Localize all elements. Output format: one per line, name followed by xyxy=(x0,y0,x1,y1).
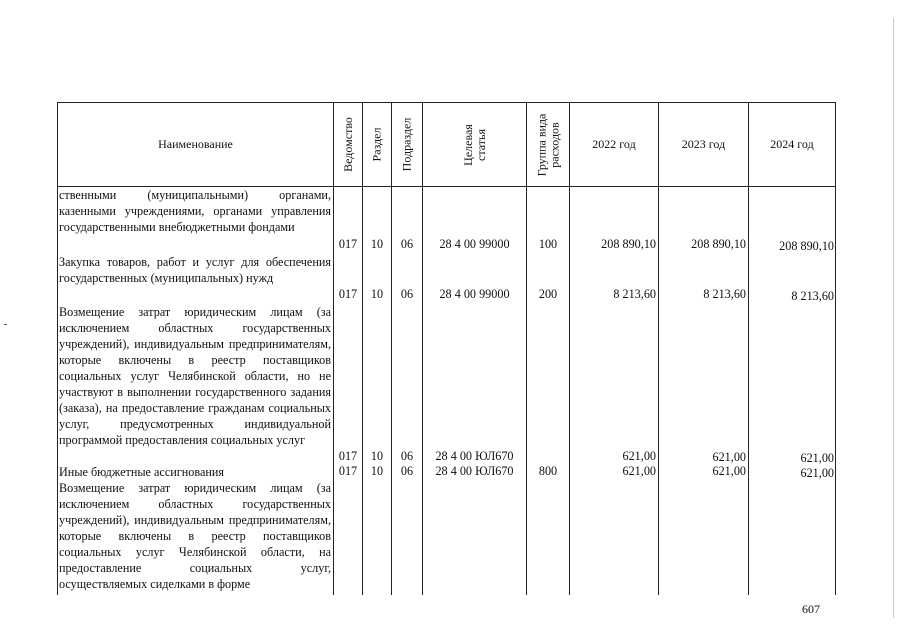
row-podrazdel: 06 xyxy=(400,464,414,478)
row-name: Закупка товаров, работ и услуг для обеспечения государственных (муниципальных) нужд xyxy=(59,255,331,285)
header-vedomstvo-label: Ведомство xyxy=(340,117,355,172)
row-2024: 621,00 xyxy=(800,466,834,480)
row-celevaya: 28 4 00 ЮЛ670 xyxy=(435,464,514,478)
row-celevaya: 28 4 00 99000 xyxy=(439,287,510,301)
row-2022: 208 890,10 xyxy=(601,237,656,251)
header-razdel-label: Раздел xyxy=(369,127,384,162)
row-razdel: 10 xyxy=(370,237,384,251)
row-podrazdel: 06 xyxy=(400,449,414,463)
table-body xyxy=(57,187,836,595)
header-2023-label: 2023 год xyxy=(681,137,726,151)
row-2022: 621,00 xyxy=(622,464,656,478)
row-celevaya: 28 4 00 ЮЛ670 xyxy=(435,449,514,463)
row-celevaya: 28 4 00 99000 xyxy=(439,237,510,251)
header-2024-label: 2024 год xyxy=(770,137,814,151)
header-gruppa-label xyxy=(535,113,561,176)
row-vedomstvo: 017 xyxy=(338,287,358,301)
row-name: ственными (муниципальными) органами, казенными учреждениями, органами управления государственными внебюджетными фондами xyxy=(59,188,331,234)
page-number: 607 xyxy=(802,602,820,616)
header-name xyxy=(58,103,334,186)
row-gruppa: 200 xyxy=(538,287,558,301)
row-2024: 208 890,10 xyxy=(779,239,834,253)
row-2022: 8 213,60 xyxy=(613,287,656,301)
header-2024 xyxy=(749,103,835,186)
row-2023: 208 890,10 xyxy=(691,237,746,251)
row-razdel: 10 xyxy=(370,287,384,301)
row-2023: 621,00 xyxy=(712,450,746,464)
header-name-label: Наименование xyxy=(158,137,233,151)
row-gruppa: 100 xyxy=(538,237,558,251)
header-gruppa-line2: расходов xyxy=(547,121,561,168)
row-razdel: 10 xyxy=(370,449,384,463)
header-podrazdel-label: Подраздел xyxy=(399,117,414,172)
row-name: Возмещение затрат юридическим лицам (за исключением областных государственных учреждений), индивидуальным предпринимателям, которые включены в реестр поставщиков социальных услуг Челябинской области, но не участвуют в выполнении государственного задания (заказа), на предоставление гражданам социальных услуг, предусмотренных индивидуальной программой предоставления социальных услуг xyxy=(59,305,331,447)
row-2022: 621,00 xyxy=(622,449,656,463)
row-2024: 621,00 xyxy=(800,451,834,465)
row-2023: 8 213,60 xyxy=(703,287,746,301)
row-vedomstvo: 017 xyxy=(338,237,358,251)
header-celevaya-line1: Целевая xyxy=(460,123,475,166)
row-gruppa: 800 xyxy=(538,464,558,478)
header-celevaya xyxy=(423,103,527,186)
header-vedomstvo xyxy=(334,103,363,186)
page-edge xyxy=(893,18,894,618)
row-2024: 8 213,60 xyxy=(791,289,834,303)
row-podrazdel: 06 xyxy=(400,237,414,251)
margin-mark xyxy=(4,324,7,325)
header-podrazdel xyxy=(392,103,423,186)
header-razdel xyxy=(363,103,392,186)
table-header xyxy=(57,102,836,187)
header-2022-label: 2022 год xyxy=(592,137,636,151)
header-2023 xyxy=(659,103,749,186)
row-razdel: 10 xyxy=(370,464,384,478)
header-celevaya-label xyxy=(461,124,487,166)
row-vedomstvo: 017 xyxy=(338,464,358,478)
row-name: Иные бюджетные ассигнования xyxy=(59,465,225,479)
header-2022 xyxy=(570,103,659,186)
row-vedomstvo: 017 xyxy=(338,449,358,463)
header-celevaya-line2: статья xyxy=(473,128,488,161)
row-podrazdel: 06 xyxy=(400,287,414,301)
row-name: Возмещение затрат юридическим лицам (за исключением областных государственных учреждений), индивидуальным предпринимателям, которые включены в реестр поставщиков социальных услуг Челябинской области, на предоставление социальных услуг, осуществляемых сиделками в форме xyxy=(59,481,331,591)
header-gruppa-line1: Группа вида xyxy=(534,113,548,176)
header-gruppa xyxy=(527,103,570,186)
row-2023: 621,00 xyxy=(712,464,746,478)
